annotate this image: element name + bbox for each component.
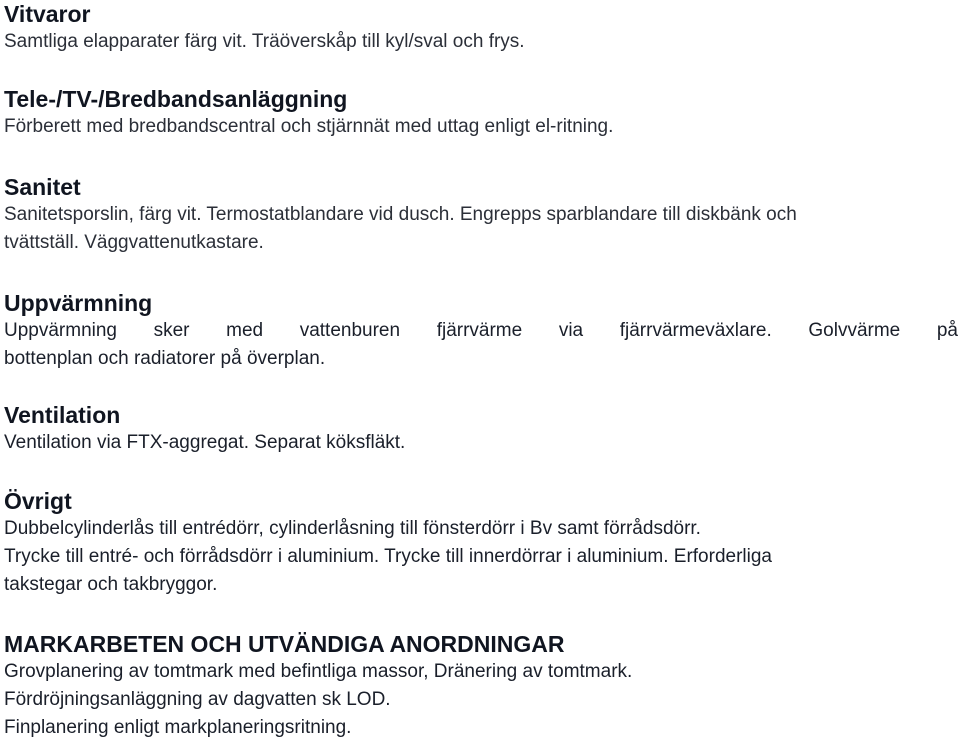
section-text-line: Grovplanering av tomtmark med befintliga massor, Dränering av tomtmark. xyxy=(4,661,633,682)
section-text-line: Trycke till entré- och förrådsdörr i aluminium. Trycke till innerdörrar i aluminium. Erforderliga xyxy=(4,546,772,567)
section-heading: Vitvaror xyxy=(4,1,91,27)
section-text-line: tvättställ. Väggvattenutkastare. xyxy=(4,232,264,253)
section-text-line: Samtliga elapparater färg vit. Träöverskåp till kyl/sval och frys. xyxy=(4,31,525,52)
section-uppvarmning xyxy=(4,289,958,373)
section-text-line: Fördröjningsanläggning av dagvatten sk LOD. xyxy=(4,689,391,710)
section-heading: Sanitet xyxy=(4,174,81,200)
section-sanitet xyxy=(4,173,958,257)
section-text-line: Förberett med bredbandscentral och stjärnnät med uttag enligt el-ritning. xyxy=(4,116,614,137)
section-markarbeten xyxy=(4,630,958,742)
section-text-line: Dubbelcylinderlås till entrédörr, cylinderlåsning till fönsterdörr i Bv samt förrådsdörr. xyxy=(4,518,701,539)
section-ovrigt xyxy=(4,487,958,599)
section-text-line: bottenplan och radiatorer på överplan. xyxy=(4,348,326,369)
section-heading: Övrigt xyxy=(4,488,72,514)
section-ventilation xyxy=(4,401,958,457)
section-text-line: takstegar och takbryggor. xyxy=(4,574,218,595)
section-text-line: Ventilation via FTX-aggregat. Separat köksfläkt. xyxy=(4,432,406,453)
section-text-line: Sanitetsporslin, färg vit. Termostatblandare vid dusch. Engrepps sparblandare till diskbänk och xyxy=(4,204,797,225)
section-tele-tv-bredband xyxy=(4,85,958,141)
justified-line: Uppvärmning sker med vattenburen fjärrvärme via fjärrvärmeväxlare. Golvvärme på xyxy=(4,320,958,341)
section-heading: Ventilation xyxy=(4,402,121,428)
section-text-line: Finplanering enligt markplaneringsritning. xyxy=(4,717,352,738)
section-text-line xyxy=(4,317,958,345)
section-heading: Uppvärmning xyxy=(4,290,153,316)
section-heading: Tele-/TV-/Bredbandsanläggning xyxy=(4,86,348,112)
section-heading: MARKARBETEN OCH UTVÄNDIGA ANORDNINGAR xyxy=(4,631,565,657)
section-vitvaror xyxy=(4,0,958,56)
